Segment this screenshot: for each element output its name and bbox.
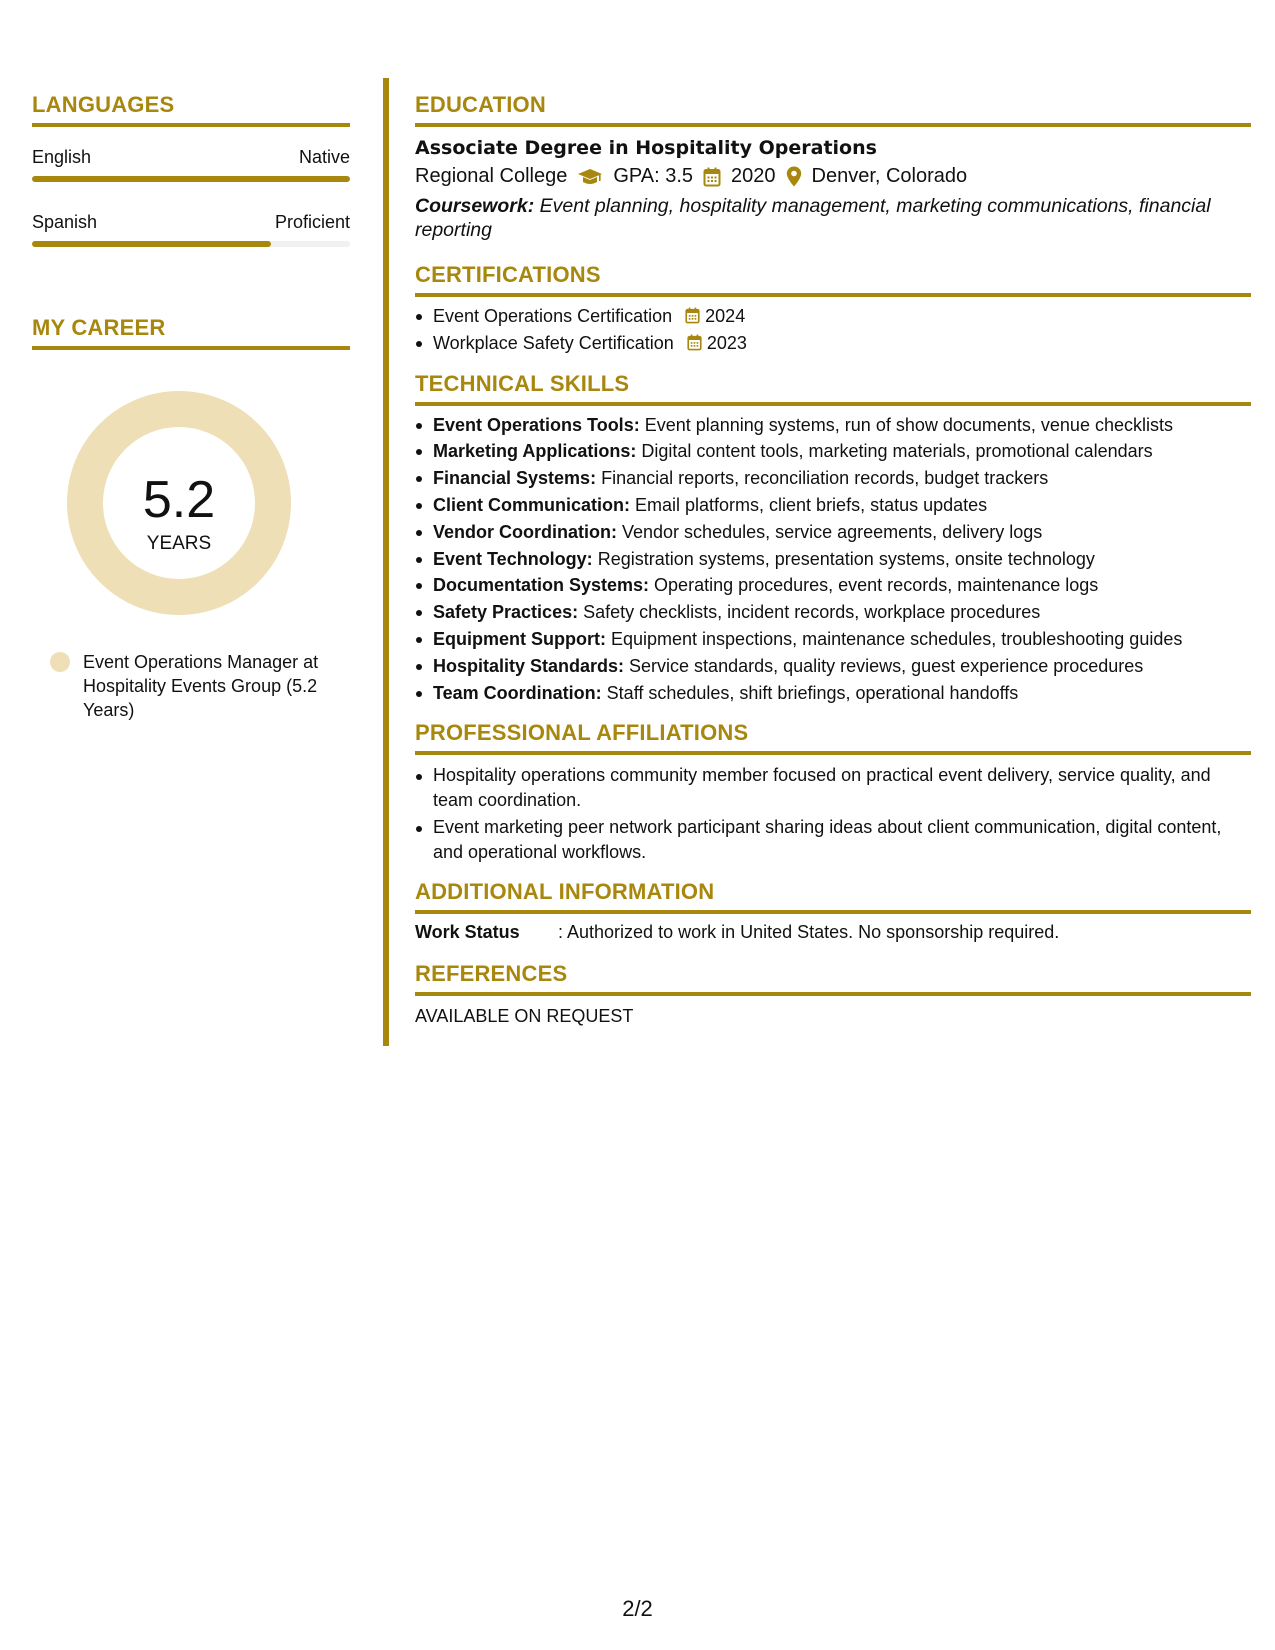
column-divider: [383, 78, 389, 1046]
skill-name: Event Technology:: [433, 548, 593, 569]
certifications-heading: CERTIFICATIONS: [415, 262, 1251, 297]
list-item: [433, 438, 1251, 465]
skill-name: Financial Systems:: [433, 468, 597, 489]
skill-name: Safety Practices:: [433, 602, 579, 623]
language-level-bar: [32, 176, 350, 182]
graduation-cap-icon: [577, 168, 603, 186]
list-item: [433, 599, 1251, 626]
work-status-label: Work Status: [415, 922, 520, 943]
skill-desc: Safety checklists, incident records, workplace procedures: [578, 602, 1041, 623]
education-coursework: [415, 194, 1251, 242]
career-total-unit: YEARS: [146, 533, 212, 554]
language-level-bar: [32, 241, 350, 247]
language-item-english: [32, 147, 350, 182]
skill-name: Team Coordination:: [433, 682, 602, 703]
language-item-spanish: [32, 212, 350, 247]
languages-heading: LANGUAGES: [32, 92, 350, 127]
calendar-icon: [685, 307, 700, 324]
list-item: [433, 330, 1251, 357]
skill-name: Documentation Systems:: [433, 575, 650, 596]
list-item: [433, 519, 1251, 546]
certification-name: Event Operations Certification: [433, 306, 673, 326]
left-column: [32, 0, 350, 722]
map-pin-icon: [786, 166, 802, 187]
career-legend-label: Event Operations Manager at Hospitality Events Group (5.2 Years): [83, 652, 319, 720]
language-level-fill: [32, 241, 271, 247]
skill-desc: Registration systems, presentation systems, onsite technology: [592, 548, 1095, 569]
list-item: [433, 546, 1251, 573]
career-total-value: 5.2: [142, 471, 216, 529]
additional-info-heading: ADDITIONAL INFORMATION: [415, 879, 1251, 914]
page-number: 2/2: [622, 1596, 653, 1621]
list-item: [433, 412, 1251, 439]
affiliations-heading: PROFESSIONAL AFFILIATIONS: [415, 720, 1251, 755]
skill-desc: Email platforms, client briefs, status updates: [630, 494, 988, 515]
skill-desc: Financial reports, reconciliation records, budget trackers: [596, 468, 1049, 489]
skill-name: Client Communication:: [433, 494, 630, 515]
career-donut: [32, 386, 350, 618]
career-legend-item: [50, 650, 350, 722]
skill-desc: Equipment inspections, maintenance schedules, troubleshooting guides: [605, 628, 1183, 649]
affiliations-list: [415, 763, 1251, 865]
list-item: [433, 680, 1251, 707]
education-school: Regional College: [415, 165, 568, 187]
coursework-label: Coursework:: [415, 195, 535, 217]
education-location: Denver, Colorado: [811, 165, 968, 187]
skill-name: Equipment Support:: [433, 628, 606, 649]
skill-name: Event Operations Tools:: [433, 414, 640, 435]
coursework-text: Event planning, hospitality management, marketing communications, financial reporting: [415, 195, 1211, 241]
education-gpa: GPA: 3.5: [613, 165, 693, 187]
career-heading: MY CAREER: [32, 315, 350, 350]
technical-skills-list: [415, 412, 1251, 707]
certification-year: 2023: [706, 332, 747, 353]
work-status-row: [415, 922, 1251, 943]
skill-desc: Staff schedules, shift briefings, operational handoffs: [601, 682, 1019, 703]
references-text: AVAILABLE ON REQUEST: [415, 1006, 634, 1027]
education-meta: [415, 165, 1251, 188]
list-item: [433, 653, 1251, 680]
skill-desc: Event planning systems, run of show documents, venue checklists: [639, 414, 1173, 435]
technical-skills-heading: TECHNICAL SKILLS: [415, 371, 1251, 406]
list-item: [433, 303, 1251, 330]
skill-desc: Vendor schedules, service agreements, delivery logs: [617, 521, 1043, 542]
list-item: Event marketing peer network participant sharing ideas about client communication, digital content, and operational workflows.: [433, 815, 1251, 865]
certifications-list: [415, 303, 1251, 357]
certification-name: Workplace Safety Certification: [433, 332, 674, 353]
calendar-icon: [703, 167, 721, 187]
list-item: Hospitality operations community member focused on practical event delivery, service quality, and team coordination.: [433, 763, 1251, 813]
education-degree: Associate Degree in Hospitality Operations: [415, 137, 877, 159]
skill-name: Vendor Coordination:: [433, 521, 617, 542]
language-name: English: [32, 147, 92, 167]
calendar-icon: [687, 334, 702, 351]
education-year: 2020: [731, 165, 776, 187]
certification-year: 2024: [705, 306, 746, 326]
legend-dot: [50, 652, 70, 672]
right-column: [415, 0, 1251, 1027]
language-level: Native: [298, 147, 350, 167]
skill-name: Hospitality Standards:: [433, 655, 625, 676]
list-item: [433, 626, 1251, 653]
list-item: [433, 465, 1251, 492]
skill-name: Marketing Applications:: [433, 441, 637, 462]
list-item: [433, 492, 1251, 519]
career-donut-chart: [32, 386, 350, 618]
list-item: [433, 572, 1251, 599]
skill-desc: Operating procedures, event records, maintenance logs: [649, 575, 1099, 596]
language-level: Proficient: [274, 212, 350, 232]
skill-desc: Digital content tools, marketing materials, promotional calendars: [636, 441, 1153, 462]
work-status-value: : Authorized to work in United States. No sponsorship required.: [558, 922, 1060, 943]
skill-desc: Service standards, quality reviews, guest experience procedures: [624, 655, 1144, 676]
references-heading: REFERENCES: [415, 961, 1251, 996]
language-name: Spanish: [32, 212, 98, 232]
language-level-fill: [32, 176, 350, 182]
education-heading: EDUCATION: [415, 92, 1251, 127]
